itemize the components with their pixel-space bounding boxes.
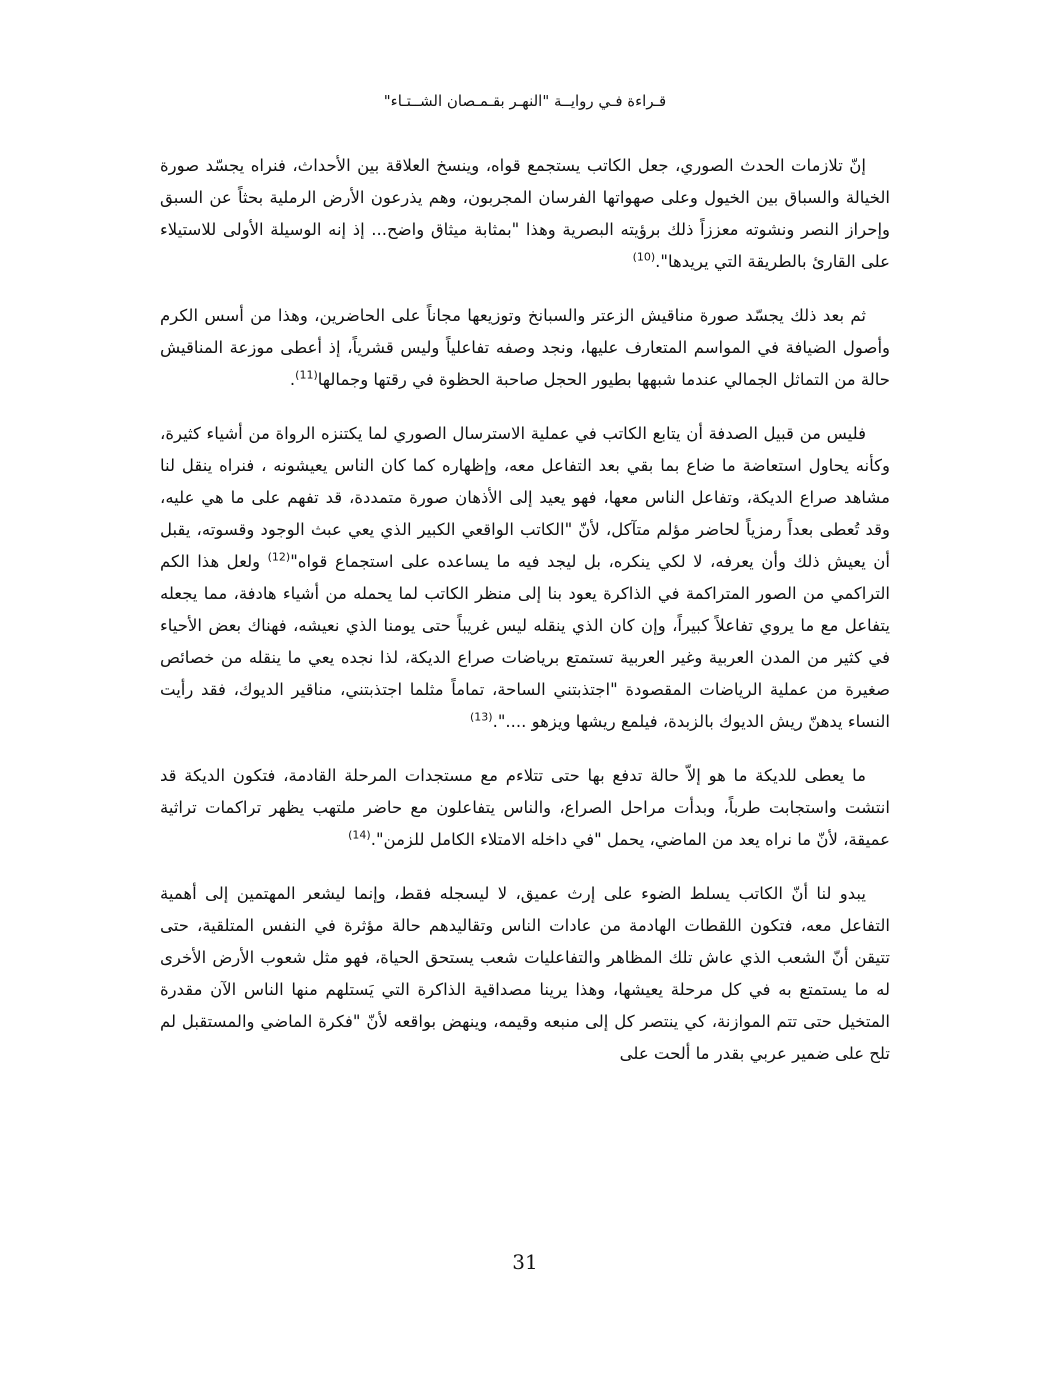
footnote-ref-12: (12) bbox=[267, 550, 291, 564]
paragraph-3-text: فليس من قبيل الصدفة أن يتابع الكاتب في عملية الاسترسال الصوري لما يكتنزه الرواة من أشياء كثيرة، وكأنه يحاول استعاضة ما ضاع بما بقي بعد التفاعل معه، وإظهاره كما كان الناس يعيشونه ، فنراه ينقل لنا مشاهد صراع الديكة، وتفاعل الناس معها، فهو يعيد إلى الأذهان صورة متمددة، قد تفهم على ما هي عليه، وقد تُعطى بعداً رمزياً لحاضر مؤلم متآكل، لأنّ "الكاتب الواقعي الكبير الذي يعي عبث الوجود وقسوته، يقبل أن يعيش ذلك وأن يعرفه، لا لكي ينكره، بل ليجد فيه ما يساعده على استجماع قواه" bbox=[160, 424, 890, 571]
paragraph-2-text: ثم بعد ذلك يجسّد صورة مناقيش الزعتر والسبانخ وتوزيعها مجاناً على الحاضرين، وهذا من أسس الكرم وأصول الضيافة في المواسم المتعارف عليها، ونجد وصفه تفاعلياً وليس قشرياً، إذ أعطى موزعة المناقيش حالة من التماثل الجمالي عندما شبهها بطيور الحجل صاحبة الحظوة في رقتها وجمالها bbox=[160, 306, 890, 389]
footnote-ref-11: (11) bbox=[295, 368, 318, 382]
body-text bbox=[160, 150, 890, 1092]
paragraph-3-tail: ولعل هذا الكم التراكمي من الصور المتراكمة في الذاكرة يعود بنا إلى منظر الكاتب لما يحمله من أشياء هادفة، مما يجعله يتفاعل مع ما يروي تفاعلاً كبيراً، وإن كان الذي ينقله ليس غريباً حتى يومنا الذي نعيشه، فهناك بعض الأحياء في كثير من المدن العربية وغير العربية تستمتع برياضات صراع الديكة، لذا نجده يعي ما ينقله من خصائص صغيرة من عملية الرياضات المقصودة "اجتذبتني الساحة، تماماً مثلما اجتذبتني، مناقير الديوك، فقد رأيت النساء يدهنّ ريش الديوك بالزبدة، فيلمع ريشها ويزهو ....". bbox=[160, 552, 890, 731]
paragraph-1 bbox=[160, 150, 890, 278]
paragraph-4 bbox=[160, 760, 890, 856]
paragraph-1-text: إنّ تلازمات الحدث الصوري، جعل الكاتب يستجمع قواه، وينسخ العلاقة بين الأحداث، فنراه يجسّد صورة الخيالة والسباق بين الخيول وعلى صهواتها الفرسان المجربون، وهم يذرعون الأرض الرملية بحثاً عن السبق وإحراز النصر ونشوته معززاً ذلك برؤيته البصرية وهذا "بمثابة ميثاق واضح... إذ إنه الوسيلة الأولى للاستيلاء على القارئ بالطريقة التي يريدها". bbox=[160, 156, 890, 271]
paragraph-3 bbox=[160, 418, 890, 738]
paragraph-5 bbox=[160, 878, 890, 1070]
running-header: قـراءة فـي روايــة "النهـر بقـمـصان الشــتـاء" bbox=[383, 92, 667, 110]
page-number: 31 bbox=[512, 1250, 538, 1274]
footnote-ref-13: (13) bbox=[470, 710, 493, 724]
paragraph-2-tail: . bbox=[289, 370, 296, 389]
footnote-ref-14: (14) bbox=[348, 828, 371, 842]
footnote-ref-10: (10) bbox=[632, 250, 656, 264]
paragraph-5-text: يبدو لنا أنّ الكاتب يسلط الضوء على إرث عميق، لا ليسجله فقط، وإنما ليشعر المهتمين إلى أهمية التفاعل معه، فتكون اللقطات الهادمة من عادات الناس وتقاليدهم حالة مؤثرة في النفس المتلقية، حتى تتيقن أنّ الشعب الذي عاش تلك المظاهر والتفاعليات شعب يستحق الحياة، فهو مثل شعوب الأرض الأخرى له ما يستمتع به في كل مرحلة يعيشها، وهذا يرينا مصداقية الذاكرة التي يَستلهم منها الناس الآن مقدرة المتخيل حتى تتم الموازنة، كي ينتصر كل إلى منبعه وقيمه، وينهض بواقعه لأنّ "فكرة الماضي والمستقبل لم تلح على ضمير عربي بقدر ما ألحت على bbox=[160, 884, 890, 1063]
paragraph-2 bbox=[160, 300, 890, 396]
paragraph-4-text: ما يعطى للديكة ما هو إلاّ حالة تدفع بها حتى تتلاءم مع مستجدات المرحلة القادمة، فتكون الديكة قد انتشت واستجابت طرباً، وبدأت مراحل الصراع، والناس يتفاعلون مع حاضر ملتهب يظهر تراكمات تراثية عميقة، لأنّ ما نراه يعد من الماضي، يحمل "في داخله الامتلاء الكامل للزمن". bbox=[160, 766, 890, 849]
